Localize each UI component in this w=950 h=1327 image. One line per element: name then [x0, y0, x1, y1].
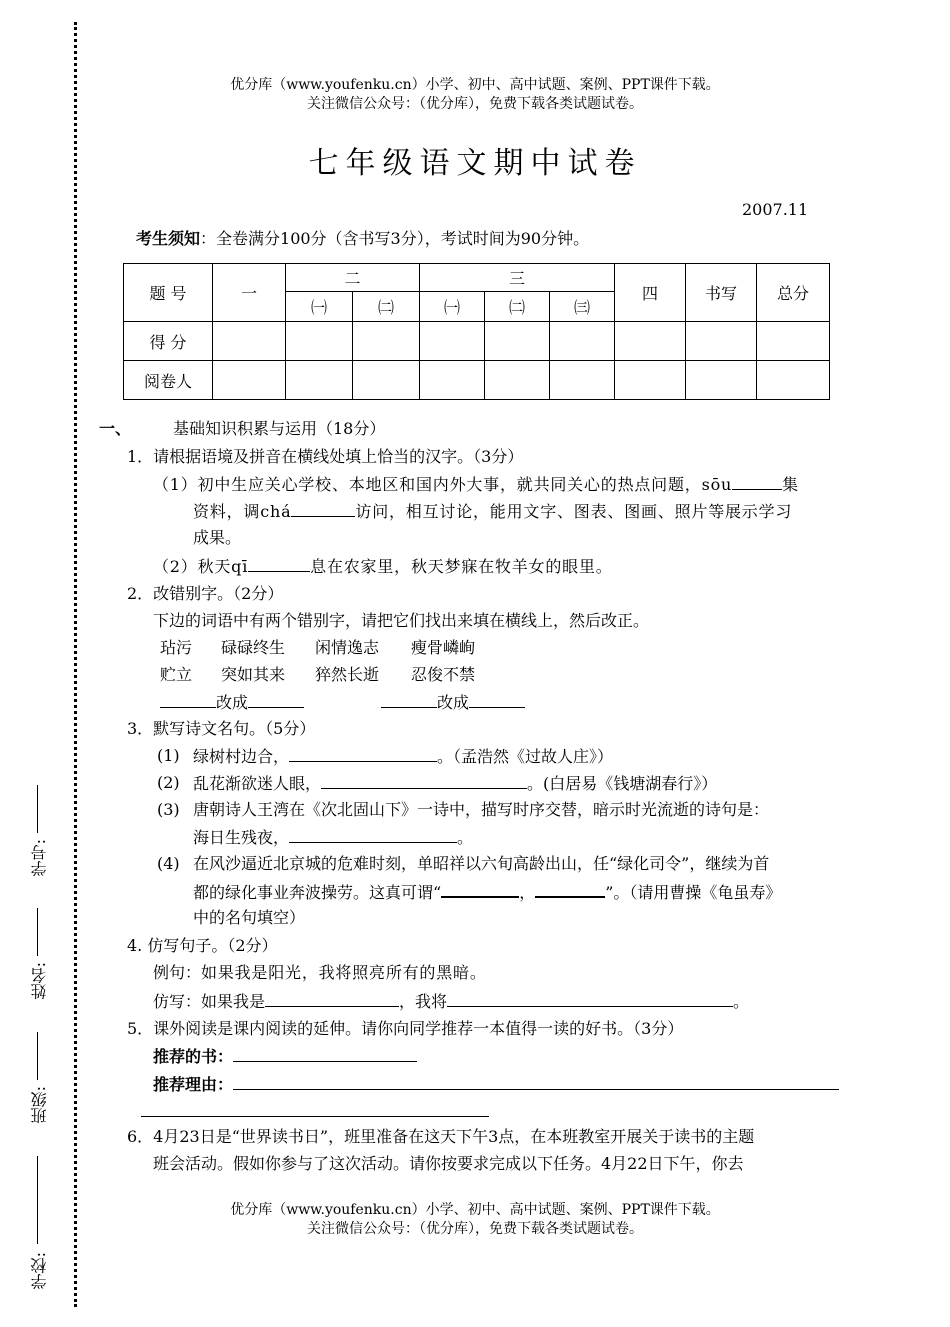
q2-word: 玷污 [160, 638, 193, 657]
exam-date: 2007.11 [742, 200, 809, 219]
q5-reason-blank-2[interactable] [141, 1116, 489, 1117]
name-field[interactable] [28, 908, 68, 999]
q2-correct-blank-2[interactable] [469, 691, 525, 708]
q1-p2-text-a: （2）秋天qī [153, 557, 249, 576]
header-part-3: 三 [420, 264, 615, 292]
q1-part1-line1 [153, 473, 799, 496]
q3-item-2 [193, 772, 717, 795]
grader-cell[interactable] [485, 361, 550, 400]
q3-item-3-num: (3) [157, 800, 180, 819]
q3-i4-text-e: 中的名句填空） [193, 908, 306, 927]
sub-3-2: ㈡ [485, 292, 550, 322]
q3-i1-text-b: 。（孟浩然《过故人庄》） [437, 747, 614, 766]
grader-cell[interactable] [686, 361, 757, 400]
q3-i2-text-a: 乱花渐欲迷人眼， [193, 774, 322, 793]
q4-imitate-text-b: ，我将 [399, 992, 448, 1011]
q1-blank-qi[interactable] [248, 555, 310, 572]
q1-p1-text-d: 访问，相互讨论，能用文字、图表、图画、照片等展示学习 [355, 502, 793, 521]
grader-cell[interactable] [286, 361, 353, 400]
grader-cell[interactable] [757, 361, 830, 400]
q2-wrong-blank-1[interactable] [160, 691, 216, 708]
score-cell[interactable] [757, 322, 830, 361]
q3-i4-text-b: 都的绿化事业奔波操劳。这真可谓“ [193, 883, 442, 902]
score-cell[interactable] [353, 322, 420, 361]
q3-blank-4b[interactable] [535, 880, 605, 898]
header-part-1: 一 [213, 264, 286, 322]
q2-fix-1 [160, 691, 304, 714]
q3-blank-1[interactable] [289, 745, 437, 762]
score-cell[interactable] [286, 322, 353, 361]
q2-fix-label: 改成 [437, 693, 470, 712]
score-table [123, 263, 830, 400]
q1-blank-cha[interactable] [291, 500, 355, 517]
q3-item-4-line2 [193, 880, 781, 904]
q2-word: 闲情逸志 [315, 638, 380, 657]
name-line [37, 908, 38, 956]
grader-cell[interactable] [615, 361, 686, 400]
grader-cell[interactable] [213, 361, 286, 400]
sub-3-3: ㈢ [550, 292, 615, 322]
q1-blank-sou[interactable] [732, 473, 782, 490]
q3-i3-text-b: 海日生残夜， [193, 828, 290, 847]
q3-item-3-line2 [193, 826, 473, 849]
student-no-label: 学号: [30, 839, 49, 877]
q3-i4-text-c: ， [519, 883, 536, 902]
q3-i4-text-a: 在风沙逼近北京城的危难时刻，单昭祥以六旬高龄出山，任“绿化司令”，继续为首 [193, 854, 770, 873]
header-shuxie: 书写 [686, 264, 757, 322]
q2-word: 忍俊不禁 [411, 665, 476, 684]
q4-imitate-text-c: 。 [733, 992, 750, 1011]
q3-item-1-num: (1) [157, 746, 180, 765]
grader-cell[interactable] [550, 361, 615, 400]
header-tihao: 题 号 [124, 264, 213, 322]
score-cell[interactable] [615, 322, 686, 361]
q6-line-2: 班会活动。假如你参与了这次活动。请你按要求完成以下任务。4月22日下午，你去 [153, 1154, 744, 1173]
section-1-title: 基础知识积累与运用（18分） [173, 419, 386, 438]
q5-stem: 5．课外阅读是课内阅读的延伸。请你向同学推荐一本值得一读的好书。（3分） [127, 1019, 684, 1038]
q2-word: 贮立 [160, 665, 193, 684]
q3-item-1 [193, 745, 613, 768]
grader-cell[interactable] [353, 361, 420, 400]
grader-row [124, 361, 830, 400]
q1-part2 [153, 555, 613, 578]
q4-example-label: 例句： [153, 963, 202, 982]
score-cell[interactable] [420, 322, 485, 361]
header-line-1: 优分库（www.youfenku.cn）小学、初中、高中试题、案例、PPT课件下载。 [230, 77, 720, 93]
section-1-number: 一、 [99, 419, 132, 438]
q2-word: 碌碌终生 [221, 638, 286, 657]
q3-i3-text-c: 。 [457, 828, 474, 847]
score-row [124, 322, 830, 361]
score-cell[interactable] [213, 322, 286, 361]
header-part-2: 二 [286, 264, 420, 292]
binding-dotted-line [74, 22, 77, 1307]
q3-item-2-num: (2) [157, 773, 180, 792]
score-cell[interactable] [485, 322, 550, 361]
q2-stem: 2．改错别字。（2分） [127, 584, 284, 603]
grader-cell[interactable] [420, 361, 485, 400]
q4-imitate-label: 仿写： [153, 992, 202, 1011]
student-no-line [37, 785, 38, 833]
q2-correct-blank-1[interactable] [248, 691, 304, 708]
score-cell[interactable] [686, 322, 757, 361]
q6-line-1: 6．4月23日是“世界读书日”，班里准备在这天下午3点，在本班教室开展关于读书的主题 [127, 1127, 755, 1146]
header-part-4: 四 [615, 264, 686, 322]
q3-i1-text-a: 绿树村边合， [193, 747, 290, 766]
sub-2-1: ㈠ [286, 292, 353, 322]
sub-2-2: ㈡ [353, 292, 420, 322]
school-label: 学校: [30, 1252, 49, 1290]
q2-fix-label: 改成 [216, 693, 249, 712]
header-line-2: 关注微信公众号：（优分库），免费下载各类试题试卷。 [307, 96, 643, 112]
q1-p1-text-e: 成果。 [193, 528, 242, 547]
row-label-grader: 阅卷人 [124, 361, 213, 400]
q4-stem: 4. 仿写句子。（2分） [127, 936, 278, 955]
q3-stem: 3．默写诗文名句。（5分） [127, 719, 316, 738]
notice-text: ：全卷满分100分（含书写3分），考试时间为90分钟。 [200, 229, 590, 248]
q1-p1-text-c: 资料，调chá [193, 502, 292, 521]
q5-reason-blank-1[interactable] [233, 1073, 839, 1090]
student-no-field[interactable] [28, 785, 68, 876]
q5-book-blank[interactable] [233, 1045, 417, 1062]
q2-fix-2 [381, 691, 525, 714]
q1-stem: 1．请根据语境及拼音在横线处填上恰当的汉字。（3分） [127, 447, 524, 466]
q5-book [153, 1045, 417, 1068]
header-total: 总分 [757, 264, 830, 322]
footer-line-1: 优分库（www.youfenku.cn）小学、初中、高中试题、案例、PPT课件下载。 [230, 1202, 720, 1218]
class-line [37, 1032, 38, 1080]
q4-example-text: 如果我是阳光，我将照亮所有的黑暗。 [201, 963, 487, 982]
q2-word: 瘦骨嶙峋 [411, 638, 476, 657]
row-label-score: 得 分 [124, 322, 213, 361]
q1-p1-text-b: 集 [782, 475, 799, 494]
exam-notice [136, 226, 589, 249]
q3-blank-2[interactable] [321, 772, 527, 789]
footer-line-2: 关注微信公众号：（优分库），免费下载各类试题试卷。 [307, 1221, 643, 1237]
page-title: 七年级语文期中试卷 [308, 146, 642, 181]
q3-i3-text-a: 唐朝诗人王湾在《次北固山下》一诗中，描写时序交替，暗示时光流逝的诗句是： [193, 800, 770, 819]
name-label: 姓名: [30, 962, 49, 1000]
q2-word: 猝然长逝 [315, 665, 380, 684]
q5-reason [153, 1073, 839, 1096]
q1-p1-text-a: （1）初中生应关心学校、本地区和国内外大事，就共同关心的热点问题，sōu [153, 475, 733, 494]
notice-label: 考生须知 [136, 229, 201, 248]
q4-blank-2[interactable] [447, 990, 733, 1007]
q4-imitate [153, 990, 749, 1013]
q2-instruction: 下边的词语中有两个错别字，请把它们找出来填在横线上，然后改正。 [153, 611, 650, 630]
q3-i4-text-d: ”。（请用曹操《龟虽寿》 [605, 883, 782, 902]
q3-blank-4a[interactable] [441, 880, 519, 898]
q1-part1-line2 [193, 500, 792, 523]
sub-3-1: ㈠ [420, 292, 485, 322]
class-label: 班级: [30, 1086, 49, 1124]
q4-example [153, 962, 487, 984]
q3-blank-3[interactable] [289, 826, 457, 843]
q4-imitate-text-a: 如果我是 [201, 992, 266, 1011]
q2-wrong-blank-2[interactable] [381, 691, 437, 708]
q4-blank-1[interactable] [265, 990, 399, 1007]
score-cell[interactable] [550, 322, 615, 361]
q3-i2-text-b: 。(白居易《钱塘湖春行》） [527, 774, 718, 793]
q5-book-label: 推荐的书： [153, 1047, 234, 1066]
class-field[interactable] [28, 1032, 68, 1123]
q5-reason-label: 推荐理由： [153, 1075, 234, 1094]
q3-item-4-num: (4) [157, 854, 180, 873]
q1-p2-text-b: 息在农家里，秋天梦寐在牧羊女的眼里。 [310, 557, 613, 576]
q2-word: 突如其来 [221, 665, 286, 684]
